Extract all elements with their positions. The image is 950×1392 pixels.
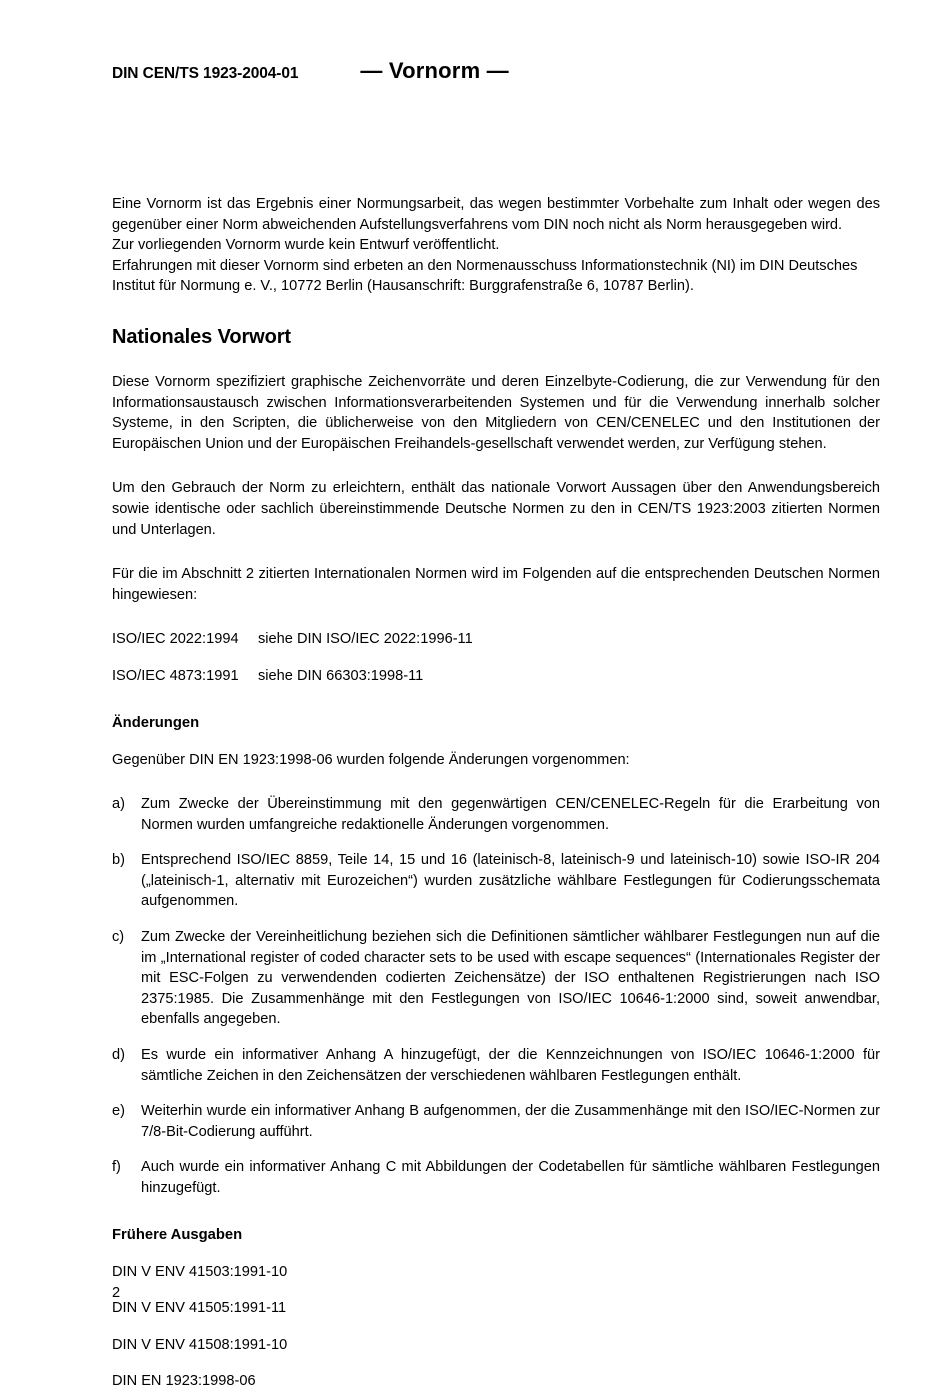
list-item-text: Zum Zwecke der Übereinstimmung mit den gegenwärtigen CEN/CENELEC-Regeln für die Erarbeitung von Normen wurden umfangreiche redaktionelle Änderungen vorgenommen. [141,796,880,833]
list-item-marker: c) [112,929,125,946]
reference-list [112,629,880,686]
edition-item: DIN V ENV 41505:1991-11 [112,1300,287,1317]
document-kind-title: — Vornorm — [360,58,509,83]
document-body [112,194,880,1392]
intro-block [112,194,880,297]
foreword-paragraph-1: Diese Vornorm spezifiziert graphische Zeichenvorräte und deren Einzelbyte-Codierung, die zur Verwendung für den Informationsaustausch zwischen Informationsverarbeitenden Systemen und für die Verwendung innerhalb solcher Systeme, in den Scripten, die üblicherweise von den Mitgliedern von CEN/CENELEC und den Institutionen der Europäischen Union und der Europäischen Freihandels-gesellschaft verwendet werden, zur Verfügung stehen. [112,373,880,452]
spacer [112,540,880,564]
page-header [112,58,880,88]
spacer [112,770,880,794]
list-item [112,1157,880,1198]
changes-intro: Gegenüber DIN EN 1923:1998-06 wurden folgende Änderungen vorgenommen: [112,751,630,768]
list-item-text: Zum Zwecke der Vereinheitlichung beziehen sich die Definitionen sämtlicher wählbarer Festlegungen nun auf die im „International register of coded character sets to be used with escape sequences“ (Internationales Register der mit ESC-Folgen zu verwendenden codierten Zeichensätze) der ISO enthaltenen Registrierungen nach ISO 2375:1985. Die Zusammenhänge mit den Festlegungen von ISO/IEC 10646-1:2000 sind, soweit anwendbar, ebenfalls angegeben. [141,929,880,1028]
list-item-marker: d) [112,1047,125,1064]
document-number: DIN CEN/TS 1923-2004-01 [112,65,299,82]
edition-item: DIN V ENV 41508:1991-10 [112,1336,288,1353]
list-item-text: Es wurde ein informativer Anhang A hinzugefügt, der die Kennzeichnungen von ISO/IEC 10646-1:2000 für sämtliche Zeichen in den Zeichensätzen der verschiedenen wählbaren Festlegungen enthält. [141,1047,880,1084]
edition-item: DIN EN 1923:1998-06 [112,1373,256,1390]
reference-row [112,666,880,687]
list-item-text: Auch wurde ein informativer Anhang C mit Abbildungen der Codetabellen für sämtliche wählbaren Festlegungen hinzugefügt. [141,1159,880,1196]
list-item [112,927,880,1030]
foreword-paragraph-3: Für die im Abschnitt 2 zitierten Internationalen Normen wird im Folgenden auf die entsprechenden Deutschen Normen hingewiesen: [112,566,880,603]
intro-paragraph-1: Eine Vornorm ist das Ergebnis einer Normungsarbeit, das wegen bestimmter Vorbehalte zum Inhalt oder wegen des gegenüber einer Norm abweichenden Aufstellungsverfahrens vom DIN noch nicht als Norm herausgegeben wird. [112,196,880,233]
reference-row [112,629,880,650]
spacer [112,605,880,629]
reference-standard: ISO/IEC 4873:1991 [112,667,239,684]
section-heading-nationales-vorwort: Nationales Vorwort [112,325,291,348]
spacer [112,454,880,478]
reference-standard: ISO/IEC 2022:1994 [112,631,239,648]
list-item-marker: b) [112,852,125,869]
changes-list [112,794,880,1199]
list-item-text: Entsprechend ISO/IEC 8859, Teile 14, 15 und 16 (lateinisch-8, lateinisch-9 und lateinisch-10) sowie ISO-IR 204 („lateinisch-1, alternativ mit Eurozeichen“) wurden zusätzliche wählbare Festlegungen für Codierungsschemata aufgenommen. [141,852,880,910]
list-item-marker: a) [112,796,125,813]
reference-equivalent: siehe DIN ISO/IEC 2022:1996-11 [258,631,473,648]
section-heading-fruehere-ausgaben: Frühere Ausgaben [112,1226,243,1243]
intro-paragraph-2: Zur vorliegenden Vornorm wurde kein Entwurf veröffentlicht. [112,237,500,254]
earlier-editions-list [112,1262,880,1392]
list-item-text: Weiterhin wurde ein informativer Anhang B aufgenommen, der die Zusammenhänge mit den ISO/IEC-Normen zur 7/8-Bit-Codierung aufführt. [141,1103,880,1140]
list-item [112,1101,880,1142]
list-item [112,1045,880,1086]
list-item [112,850,880,912]
list-item [112,794,880,835]
list-item-marker: e) [112,1103,125,1120]
intro-paragraph-3: Erfahrungen mit dieser Vornorm sind erbeten an den Normenausschuss Informationstechnik (NI) im DIN Deutsches Institut für Normung e. V., 10772 Berlin (Hausanschrift: Burggrafenstraße 6, 10787 Berlin). [112,257,858,295]
list-item-marker: f) [112,1159,121,1176]
section-heading-aenderungen: Änderungen [112,714,200,731]
reference-equivalent: siehe DIN 66303:1998-11 [258,667,424,684]
foreword-paragraph-2: Um den Gebrauch der Norm zu erleichtern, enthält das nationale Vorwort Aussagen über den Anwendungsbereich sowie identische oder sachlich übereinstimmende Deutsche Normen zu den in CEN/TS 1923:2003 zitierten Normen und Unterlagen. [112,480,880,538]
page-number: 2 [112,1285,121,1301]
edition-item: DIN V ENV 41503:1991-10 [112,1263,288,1280]
